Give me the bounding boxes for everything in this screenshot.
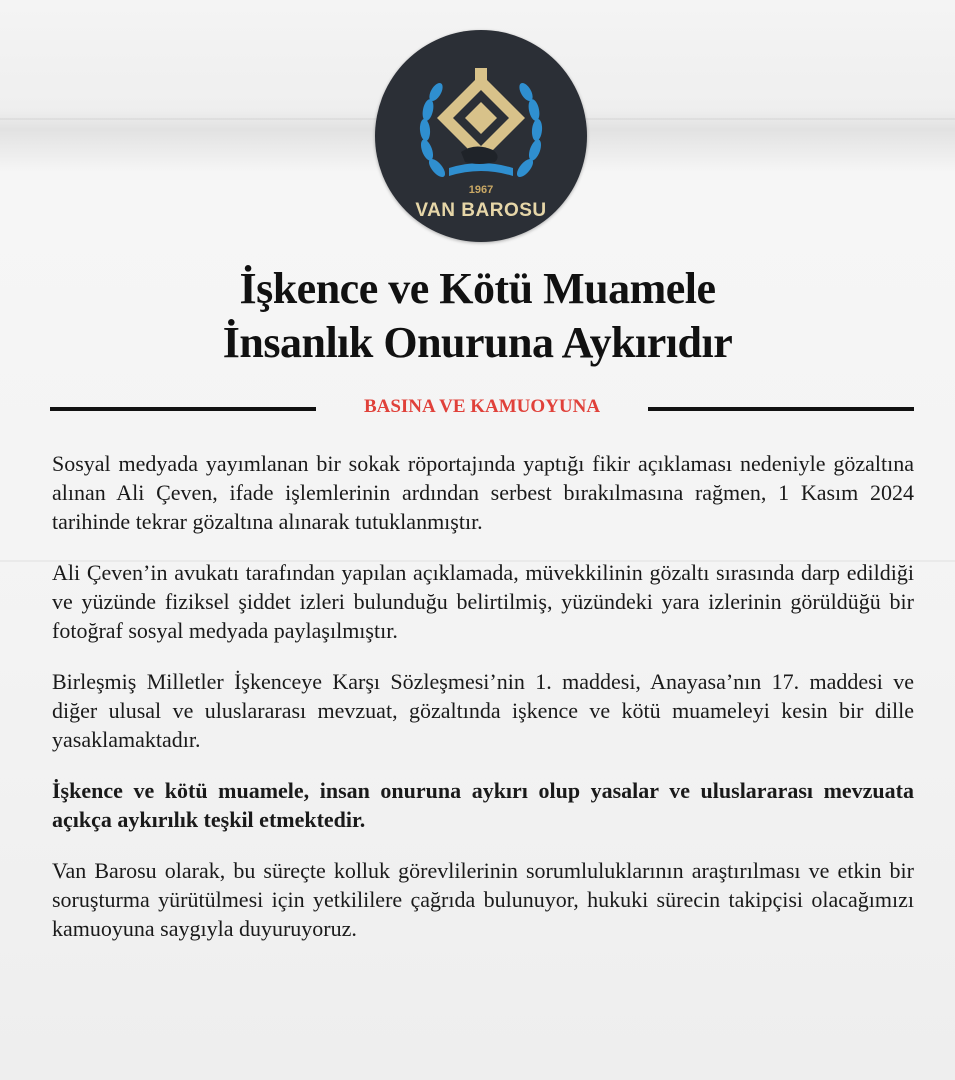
- paragraph: Birleşmiş Milletler İşkenceye Karşı Sözleşmesi’nin 1. maddesi, Anayasa’nın 17. maddesi ve diğer ulusal ve uluslararası mevzuat, gözaltında işkence ve kötü muameleyi kesin bir dille yasaklamaktadır.: [52, 669, 914, 752]
- title-line-1: İşkence ve Kötü Muamele: [239, 264, 716, 313]
- page-title: [0, 262, 955, 370]
- statement-body: [52, 449, 914, 965]
- paragraph-emphasis: İşkence ve kötü muamele, insan onuruna aykırı olup yasalar ve uluslararası mevzuata açıkça aykırılık teşkil etmektedir.: [52, 778, 914, 832]
- laurel-left-icon: [419, 81, 448, 180]
- paragraph: Sosyal medyada yayımlanan bir sokak röportajında yaptığı fikir açıklaması nedeniyle gözaltına alınan Ali Çeven, ifade işlemlerinin ardından serbest bırakılmasına rağmen, 1 Kasım 2024 tarihinde tekrar gözaltına alınarak tutuklanmıştır.: [52, 451, 914, 534]
- divider-left: [50, 407, 316, 411]
- logo-year: 1967: [468, 184, 494, 196]
- logo-name: VAN BAROSU: [415, 200, 547, 221]
- subtitle: BASINA VE KAMUOYUNA: [363, 396, 601, 417]
- title-line-2: İnsanlık Onuruna Aykırıdır: [222, 318, 733, 367]
- laurel-right-icon: [514, 81, 543, 180]
- book-icon: [449, 163, 513, 176]
- van-barosu-logo: [375, 30, 587, 242]
- paragraph: Ali Çeven’in avukatı tarafından yapılan açıklamada, müvekkilinin gözaltı sırasında darp edildiği ve yüzünde fiziksel şiddet izleri bulunduğu belirtilmiş, yüzündeki yara izlerinin görüldüğü bir fotoğraf sosyal medyada paylaşılmıştır.: [52, 560, 914, 643]
- divider-right: [648, 407, 914, 411]
- paragraph: Van Barosu olarak, bu süreçte kolluk görevlilerinin sorumluluklarının araştırılması ve etkin bir soruşturma yürütülmesi için yetkililere çağrıda bulunuyor, hukuki sürecin takipçisi olacağımızı kamuoyuna saygıyla duyuruyoruz.: [52, 858, 914, 941]
